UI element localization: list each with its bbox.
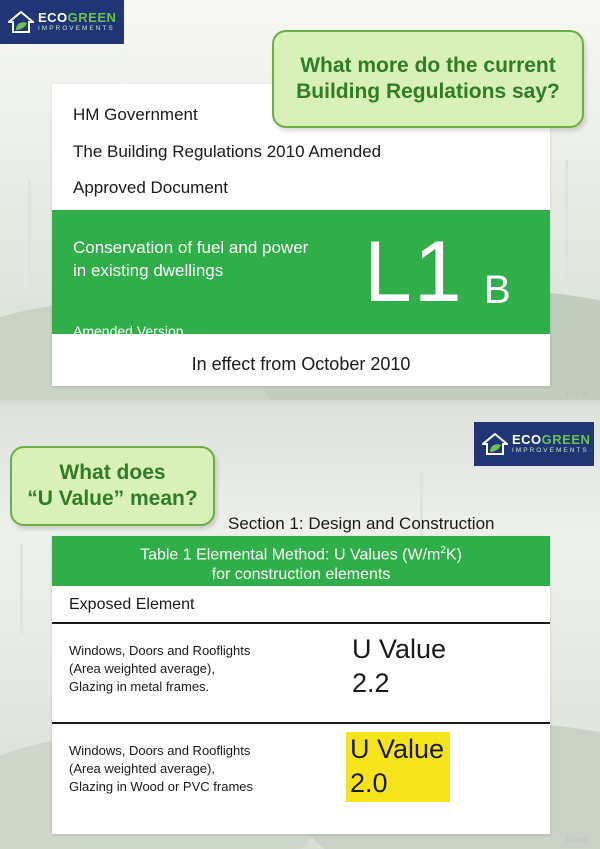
- effective-date: In effect from October 2010: [191, 354, 411, 374]
- table-row-description: Windows, Doors and Rooflights (Area weighted average), Glazing in Wood or PVC frames: [69, 743, 253, 794]
- document-code: L1: [364, 224, 464, 320]
- document-code-suffix: B: [484, 268, 511, 312]
- bubble-line: Building Regulations say?: [296, 80, 560, 103]
- section-heading: Section 1: Design and Construction: [228, 514, 495, 533]
- bottom-panel: [0, 404, 600, 849]
- amended-version-label: Amended Version: [73, 323, 184, 339]
- approved-document-cover: [52, 84, 550, 386]
- page-number: 13 of 29: [566, 838, 588, 844]
- u-value-cell: U Value 2.2: [352, 634, 447, 698]
- page-number: 12 of 29: [566, 392, 588, 398]
- document-subtitle-line: Conservation of fuel and power: [73, 238, 309, 257]
- logo-wordmark: ECOGREEN: [512, 432, 591, 448]
- table-rule: [52, 622, 550, 624]
- doc-type: Approved Document: [73, 178, 228, 197]
- house-leaf-icon: [482, 433, 508, 455]
- bubble-line: What more do the current: [300, 54, 556, 77]
- wind-turbine: [20, 544, 23, 634]
- wind-turbine: [28, 180, 31, 290]
- company-logo: [474, 422, 594, 466]
- doc-publisher: HM Government: [73, 105, 198, 124]
- doc-regulation: The Building Regulations 2010 Amended: [73, 142, 382, 161]
- house-leaf-icon: [8, 11, 34, 33]
- column-header-exposed-element: Exposed Element: [69, 596, 195, 613]
- question-bubble-u-value: [10, 446, 215, 526]
- bubble-line: “U Value” mean?: [27, 487, 198, 510]
- document-title-band: [52, 210, 550, 339]
- table-rule: [52, 722, 550, 724]
- company-logo: [0, 0, 124, 44]
- document-subtitle-line: in existing dwellings: [73, 261, 224, 280]
- document-subtitle: [73, 236, 308, 282]
- table-title-line: Table 1 Elemental Method: U Values $(W/m^2K)$: [140, 545, 462, 564]
- logo-tagline: IMPROVEMENTS: [38, 25, 115, 33]
- table-row-description: Windows, Doors and Rooflights (Area weighted average), Glazing in metal frames.: [69, 643, 251, 694]
- u-values-table: [52, 536, 550, 834]
- top-panel: [0, 0, 600, 404]
- bubble-line: What does: [59, 461, 166, 484]
- u-value-cell-highlighted: U Value 2.0: [346, 732, 450, 802]
- logo-wordmark: ECOGREEN: [38, 10, 117, 26]
- logo-tagline: IMPROVEMENTS: [512, 447, 589, 455]
- table-title: [52, 536, 550, 586]
- table-title-line: for construction elements: [211, 566, 391, 584]
- question-bubble-regulations: [272, 30, 584, 128]
- wind-turbine: [565, 160, 568, 280]
